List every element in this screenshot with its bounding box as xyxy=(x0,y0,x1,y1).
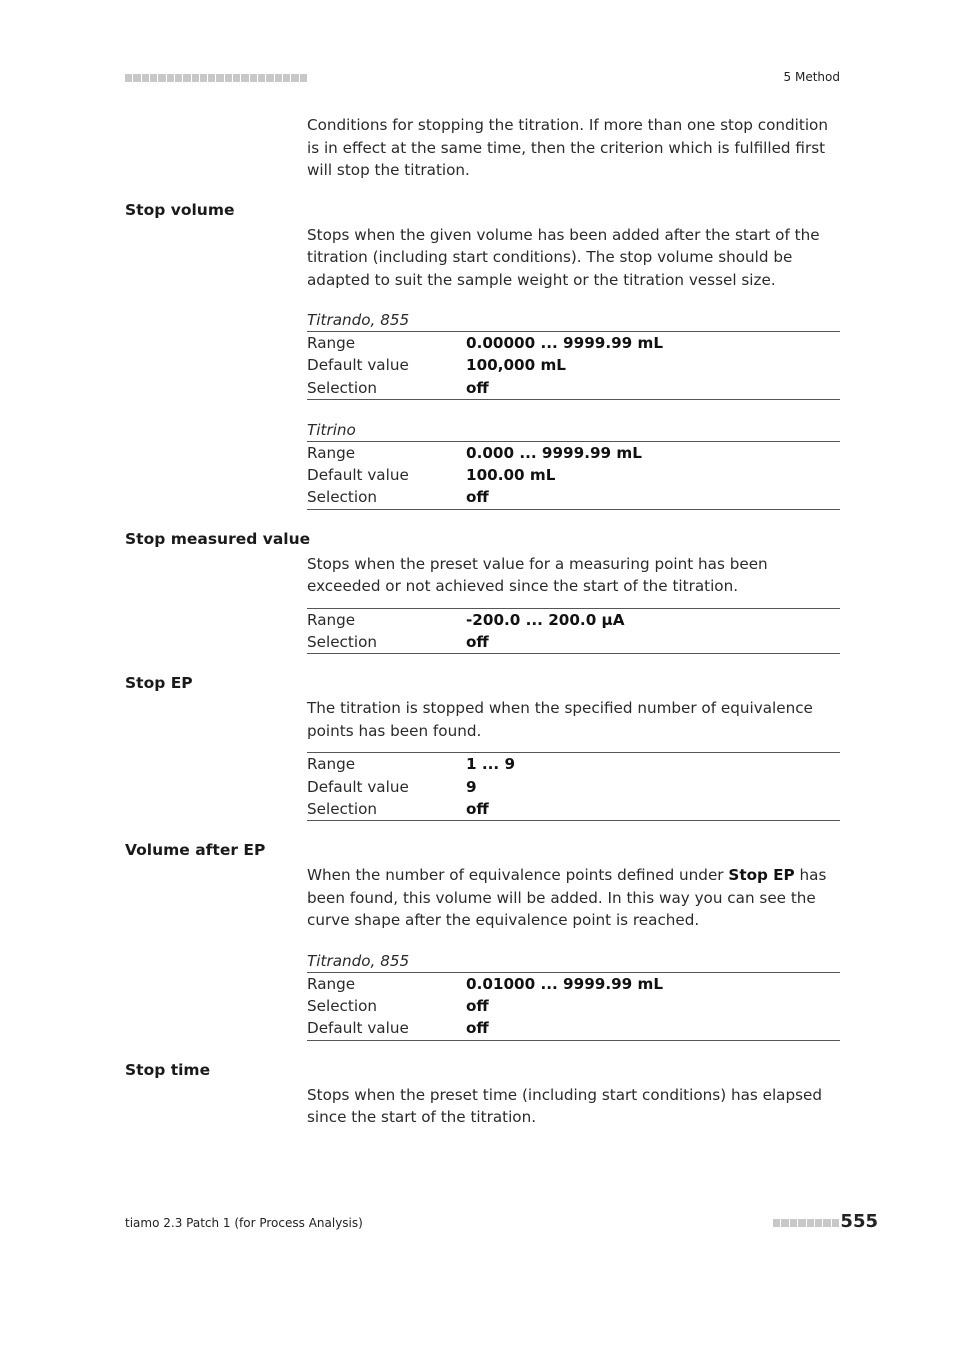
row-key: Default value xyxy=(307,356,409,375)
section-title-stop-time: Stop time xyxy=(125,1060,211,1079)
stop-volume-table-titrino xyxy=(307,419,840,510)
table-body xyxy=(307,972,840,1041)
row-key: Selection xyxy=(307,633,377,652)
table-row xyxy=(307,442,840,464)
row-key: Range xyxy=(307,974,356,993)
footer-decoration xyxy=(773,1219,839,1227)
stop-ep-description: The titration is stopped when the specified number of equivalence points has been found. xyxy=(307,699,813,740)
row-key: Range xyxy=(307,610,356,629)
row-value: off xyxy=(466,488,489,507)
header-decoration xyxy=(125,74,307,82)
table-row xyxy=(307,354,840,376)
section-title-stop-measured-value: Stop measured value xyxy=(125,529,311,548)
intro-paragraph: Conditions for stopping the titration. If more than one stop condition is in effect at the same time, then the criterion which is fulfilled first will stop the titration. xyxy=(307,116,828,179)
row-value: 1 ... 9 xyxy=(466,755,516,774)
row-value: off xyxy=(466,378,489,397)
stop-volume-table-titrando xyxy=(307,309,840,400)
stop-volume-description: Stops when the given volume has been added after the start of the titration (including start conditions). The stop volume should be adapted to suit the sample weight or the titration vessel size. xyxy=(307,225,820,289)
row-key: Default value xyxy=(307,1019,409,1038)
stop-time-description: Stops when the preset time (including start conditions) has elapsed since the start of the titration. xyxy=(307,1085,823,1127)
table-row xyxy=(307,332,840,354)
desc-ref-stop-ep: Stop EP xyxy=(728,866,795,885)
row-value: off xyxy=(466,799,489,818)
table-row xyxy=(307,464,840,486)
chapter-title: 5 Method xyxy=(783,70,840,84)
table-row xyxy=(307,995,840,1017)
footer-product: tiamo 2.3 Patch 1 (for Process Analysis) xyxy=(125,1216,363,1230)
desc-text: When the number of equivalence points defined under xyxy=(307,866,729,885)
table-row xyxy=(307,486,840,508)
row-key: Default value xyxy=(307,777,409,796)
table-row xyxy=(307,631,840,653)
table-body xyxy=(307,441,840,510)
row-key: Default value xyxy=(307,466,409,485)
row-value: off xyxy=(466,1019,489,1038)
page-content xyxy=(125,114,840,1129)
row-key: Range xyxy=(307,755,356,774)
page-number: 555 xyxy=(840,1211,878,1232)
stop-measured-value-table xyxy=(307,608,840,655)
volume-after-ep-table xyxy=(307,950,840,1041)
stop-measured-value-description: Stops when the preset value for a measuring point has been exceeded or not achieved since the start of the titration. xyxy=(307,554,768,596)
stop-ep-table xyxy=(307,752,840,821)
row-key: Range xyxy=(307,334,356,352)
row-value: off xyxy=(466,997,489,1016)
row-value: 100.00 mL xyxy=(466,466,556,485)
table-body xyxy=(307,752,840,821)
row-value: 0.01000 ... 9999.99 mL xyxy=(466,974,664,993)
table-row xyxy=(307,776,840,798)
table-caption: Titrando, 855 xyxy=(307,311,410,329)
table-row xyxy=(307,798,840,820)
section-title-volume-after-ep: Volume after EP xyxy=(125,841,266,860)
row-value: -200.0 ... 200.0 µA xyxy=(466,610,625,629)
table-row xyxy=(307,609,840,631)
row-key: Selection xyxy=(307,378,377,397)
desc-text: has been found, this volume will be added. In this way you can see the curve shape after the equivalence point is reached. xyxy=(307,866,827,930)
row-key: Selection xyxy=(307,488,377,507)
table-row xyxy=(307,753,840,775)
table-body xyxy=(307,331,840,400)
table-row xyxy=(307,1017,840,1039)
row-key: Selection xyxy=(307,799,377,818)
table-caption: Titrino xyxy=(307,420,356,439)
table-row xyxy=(307,973,840,995)
table-row xyxy=(307,377,840,399)
row-value: 0.00000 ... 9999.99 mL xyxy=(466,334,664,352)
table-caption: Titrando, 855 xyxy=(307,951,410,970)
row-key: Selection xyxy=(307,997,377,1016)
row-key: Range xyxy=(307,443,356,462)
row-value: 0.000 ... 9999.99 mL xyxy=(466,443,642,462)
row-value: 100,000 mL xyxy=(466,356,566,375)
row-value: off xyxy=(466,633,489,652)
volume-after-ep-description xyxy=(307,864,840,932)
section-title-stop-volume: Stop volume xyxy=(125,200,235,219)
row-value: 9 xyxy=(466,777,477,796)
table-body xyxy=(307,608,840,655)
section-title-stop-ep: Stop EP xyxy=(125,674,193,693)
